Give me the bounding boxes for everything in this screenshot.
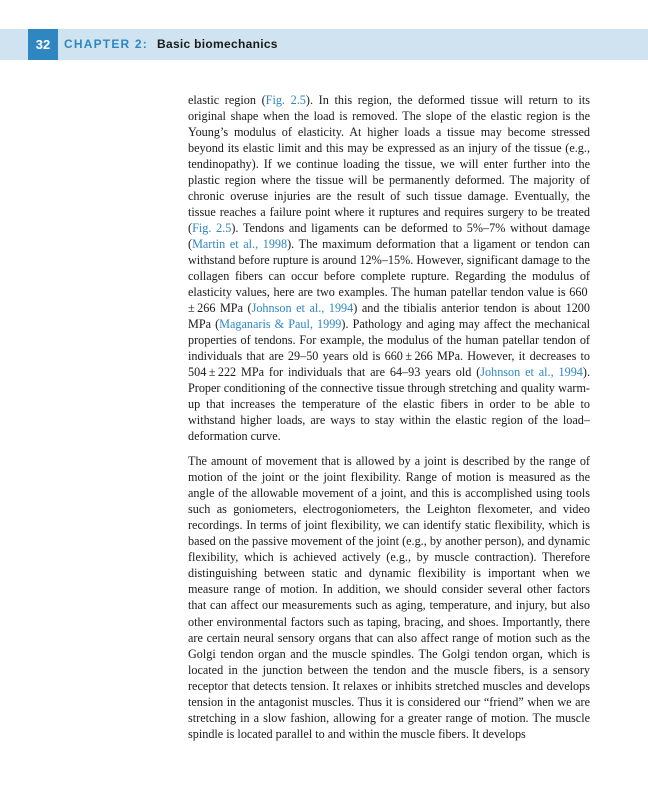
text-run: ). In this region, the deformed tissue will return to its original shape when the load is removed. The slope of the elastic region is the Young’s modulus of elasticity. At higher loads a tissue may become stressed beyond its elastic limit and this may be expressed as an injury of the tissue (e.g., tendinopathy). If we continue loading the tissue, we will enter further into the plastic region where the tissue will be permanently deformed. The majority of chronic overuse injuries are the result of such tissue damage. Eventually, the tissue reaches a failure point where it ruptures and requires surgery to be treated ( [188, 93, 591, 236]
text-run: ). Proper conditioning of the connective tissue through stretching and quality warm-up that increases the temperature of the elastic fibers in order to be able to withstand higher loads, are ways to stay within the elastic region of the load–deformation curve. [188, 365, 590, 444]
text-run: ). Pathology and aging may affect the mechanical properties of tendons. For example, the modulus of the human patellar tendon of individuals that are 29–50 years old is 660 ± 266 MPa. However, it decreases to 504 ± 222 MPa for individuals that are 64–93 years old ( [188, 317, 591, 380]
citation-link[interactable]: Johnson et al., 1994 [251, 301, 354, 316]
running-header [0, 29, 648, 60]
citation-link[interactable]: Martin et al., 1998 [192, 237, 288, 252]
figure-link[interactable]: Fig. 2.5 [192, 221, 232, 236]
text-run: elastic region ( [188, 93, 266, 107]
paragraph-range-of-motion: The amount of movement that is allowed by a joint is described by the range of motion of the joint or the joint flexibility. Range of motion is measured as the angle of the allowable movement of a joint, and this is accomplished using tools such as goniometers, electrogoniometers, the Leighton flexometer, and video recordings. In terms of joint flexibility, we can identify static flexibility, which is based on the passive movement of the joint (e.g., by another person), and dynamic flexibility, which is achieved actively (e.g., by muscle contraction). Therefore distinguishing between static and dynamic flexibility is important when we measure range of motion. In addition, we should consider several other factors that can affect our measurements such as aging, temperature, and injury, but also other environmental factors such as taping, bracing, and shoes. Importantly, there are certain neural sensory organs that can also affect range of motion such as the Golgi tendon organ and the muscle spindles. The Golgi tendon organ, which is located in the junction between the tendon and the muscle fibers, is a sensory receptor that detects tension. It relaxes or inhibits stretched muscles and develops tension in the antagonist muscles. Thus it is considered our “friend” when we are stretching in a slow fashion, allowing for a greater range of motion. The muscle spindle is located parallel to and within the muscle fibers. It develops [188, 454, 590, 741]
chapter-label: CHAPTER 2: [64, 37, 149, 51]
text-run: ). The maximum deformation that a ligament or tendon can withstand before rupture is around 12%–15%. However, significant damage to the collagen fibers can occur before complete rupture. Regarding the modulus of elasticity values, here are two examples. The human patellar tendon value is 660 ± 266 MPa ( [188, 237, 590, 316]
figure-link[interactable]: Fig. 2.5 [265, 93, 306, 107]
citation-link[interactable]: Maganaris & Paul, 1999 [219, 317, 342, 332]
citation-link[interactable]: Johnson et al., 1994 [480, 365, 583, 380]
body-text [188, 92, 590, 742]
text-run: ). Tendons and ligaments can be deformed to 5%–7% without damage ( [188, 221, 590, 252]
chapter-title: Basic biomechanics [157, 37, 278, 51]
text-run: ) and the tibialis anterior tendon is about 1200 MPa ( [188, 301, 590, 332]
paragraph-elastic-region [188, 92, 590, 444]
page-number: 32 [28, 29, 58, 60]
